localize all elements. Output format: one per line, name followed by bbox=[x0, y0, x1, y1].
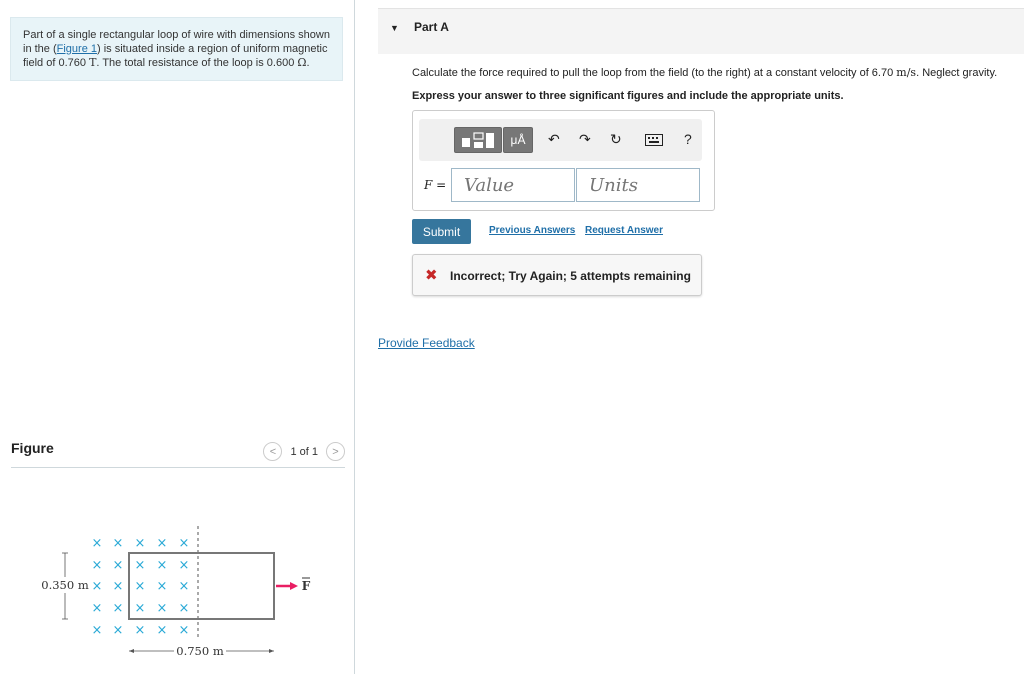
next-figure-button[interactable]: > bbox=[326, 442, 345, 461]
math-toolbar bbox=[419, 119, 702, 161]
variable-label: F = bbox=[424, 178, 447, 192]
problem-text: . The total resistance of the loop is 0.600 bbox=[96, 57, 295, 69]
field-x-mark: × bbox=[134, 601, 146, 616]
field-x-mark: × bbox=[156, 558, 168, 573]
field-marks bbox=[92, 536, 190, 638]
incorrect-feedback bbox=[412, 254, 702, 296]
force-label: F bbox=[301, 579, 311, 593]
width-arrowhead bbox=[269, 649, 274, 653]
field-x-mark: × bbox=[112, 536, 124, 551]
collapse-triangle-icon[interactable]: ▼ bbox=[390, 23, 399, 33]
instruction-text: Express your answer to three significant figures and include the appropriate units. bbox=[412, 90, 844, 102]
loop-figure bbox=[38, 520, 328, 665]
field-x-mark: × bbox=[178, 579, 190, 594]
field-x-mark: × bbox=[134, 558, 146, 573]
field-x-mark: × bbox=[112, 623, 124, 638]
problem-statement bbox=[10, 17, 343, 81]
field-x-mark: × bbox=[178, 558, 190, 573]
field-x-mark: × bbox=[134, 579, 146, 594]
field-x-mark: × bbox=[91, 601, 103, 616]
field-x-mark: × bbox=[178, 623, 190, 638]
units-input[interactable] bbox=[576, 168, 700, 202]
field-unit: T bbox=[89, 56, 97, 69]
keyboard-icon[interactable] bbox=[645, 134, 663, 146]
field-x-mark: × bbox=[134, 623, 146, 638]
width-arrowhead bbox=[129, 649, 134, 653]
force-arrowhead bbox=[290, 582, 298, 590]
answer-box bbox=[412, 110, 715, 211]
width-label: 0.750 m bbox=[176, 644, 224, 658]
submit-button[interactable]: Submit bbox=[412, 219, 471, 244]
prev-figure-button[interactable]: < bbox=[263, 442, 282, 461]
velocity-unit: m/s bbox=[896, 66, 917, 79]
figure-pager bbox=[263, 442, 345, 461]
divider bbox=[11, 467, 345, 468]
field-x-mark: × bbox=[91, 623, 103, 638]
part-title: Part A bbox=[414, 20, 449, 34]
right-panel bbox=[378, 0, 1024, 674]
part-header[interactable] bbox=[378, 8, 1024, 54]
help-icon[interactable]: ? bbox=[684, 131, 692, 147]
field-x-mark: × bbox=[156, 579, 168, 594]
resistance-unit: Ω bbox=[297, 56, 307, 69]
height-label: 0.350 m bbox=[41, 578, 89, 592]
figure-title: Figure bbox=[11, 440, 54, 456]
redo-icon[interactable]: ↷ bbox=[579, 131, 591, 147]
question-text bbox=[412, 66, 997, 79]
field-x-mark: × bbox=[134, 536, 146, 551]
previous-answers-link[interactable]: Previous Answers bbox=[489, 225, 576, 236]
request-answer-link[interactable]: Request Answer bbox=[585, 225, 663, 236]
left-panel bbox=[0, 0, 355, 674]
question-part: Calculate the force required to pull the loop from the field (to the right) at a constant velocity of 6.70 bbox=[412, 67, 894, 79]
wire-loop bbox=[129, 553, 274, 619]
reset-icon[interactable]: ↻ bbox=[610, 131, 622, 147]
units-button[interactable]: μÅ bbox=[503, 127, 533, 153]
templates-button[interactable] bbox=[454, 127, 502, 153]
field-x-mark: × bbox=[112, 558, 124, 573]
field-x-mark: × bbox=[91, 579, 103, 594]
provide-feedback-link[interactable]: Provide Feedback bbox=[378, 336, 475, 350]
field-x-mark: × bbox=[178, 601, 190, 616]
undo-icon[interactable]: ↶ bbox=[548, 131, 560, 147]
field-x-mark: × bbox=[156, 536, 168, 551]
field-x-mark: × bbox=[156, 601, 168, 616]
value-input[interactable] bbox=[451, 168, 575, 202]
pager-text: 1 of 1 bbox=[290, 445, 318, 458]
figure-header bbox=[11, 440, 345, 464]
feedback-text: Incorrect; Try Again; 5 attempts remaining bbox=[450, 269, 691, 283]
question-part: . Neglect gravity. bbox=[916, 67, 998, 79]
error-icon: ✖ bbox=[425, 267, 438, 284]
field-x-mark: × bbox=[112, 579, 124, 594]
field-x-mark: × bbox=[178, 536, 190, 551]
field-x-mark: × bbox=[91, 558, 103, 573]
figure-link[interactable]: Figure 1 bbox=[56, 42, 97, 55]
field-x-mark: × bbox=[112, 601, 124, 616]
field-x-mark: × bbox=[156, 623, 168, 638]
problem-text: Part of a single rectangular loop of wire with dimensions shown in the ( bbox=[23, 29, 330, 55]
field-x-mark: × bbox=[91, 536, 103, 551]
templates-icon bbox=[460, 131, 496, 149]
problem-text: ) is situated inside a region of uniform magnetic field of 0.760 bbox=[23, 42, 328, 69]
problem-text: . bbox=[306, 57, 310, 69]
